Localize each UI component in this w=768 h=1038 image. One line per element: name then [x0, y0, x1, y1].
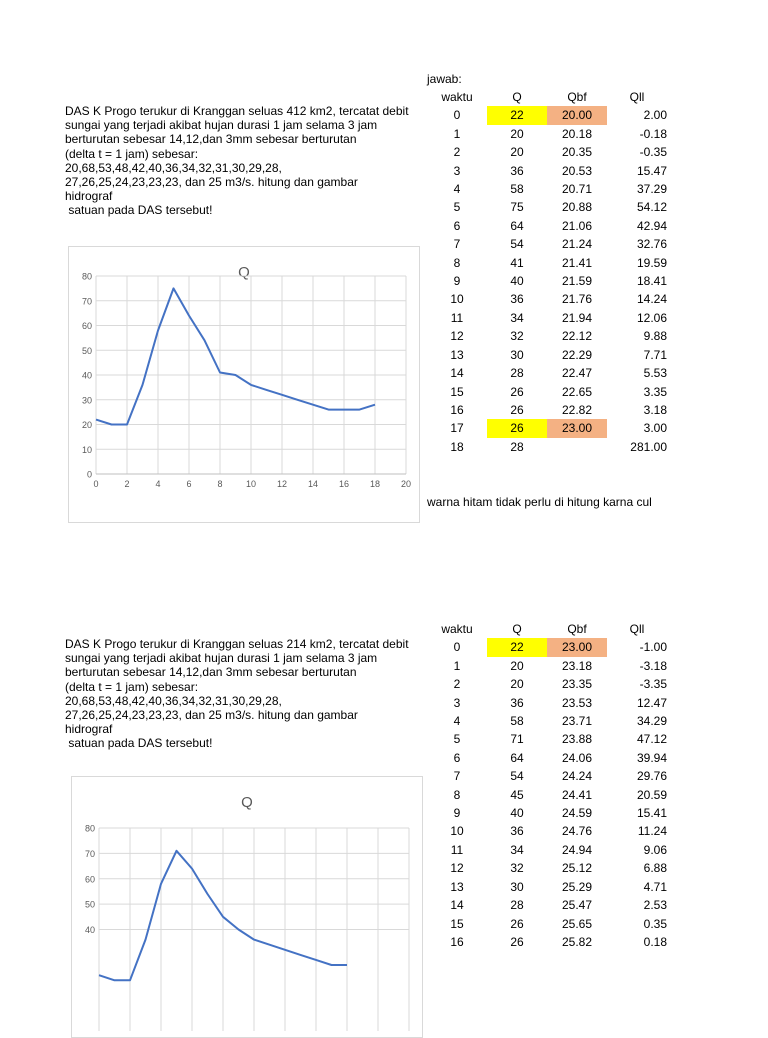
cell-waktu: 1 — [453, 658, 461, 673]
problem-line: satuan pada DAS tersebut! — [65, 736, 213, 751]
cell-waktu: 8 — [453, 255, 461, 270]
cell-qbf: 22.12 — [561, 329, 593, 344]
table-row — [427, 327, 667, 345]
cell-qbf: 20.88 — [561, 200, 593, 215]
header-qbf: Qbf — [567, 90, 587, 104]
cell-waktu: 7 — [453, 237, 461, 252]
problem-line: sungai yang terjadi akibat hujan durasi 1 jam selama 3 jam — [65, 651, 378, 666]
cell-qll: 11.24 — [637, 824, 667, 839]
cell-qbf: 23.18 — [561, 658, 593, 673]
cell-q: 32 — [510, 329, 524, 344]
cell-qll: -0.35 — [639, 145, 667, 160]
header-qbf: Qbf — [567, 622, 587, 636]
cell-waktu: 16 — [450, 402, 464, 417]
cell-qll: 7.71 — [643, 347, 667, 362]
x-tick-label: 8 — [217, 479, 223, 489]
cell-qbf: 23.00 — [547, 638, 607, 656]
y-tick-label: 80 — [81, 271, 92, 282]
cell-waktu: 4 — [453, 714, 461, 729]
problem-line: berturutan sebesar 14,12,dan 3mm sebesar berturutan — [65, 665, 357, 680]
table-row — [427, 106, 667, 124]
cell-q: 75 — [510, 200, 524, 215]
cell-qbf: 25.82 — [561, 934, 593, 949]
table-row — [427, 290, 667, 308]
table-row — [427, 822, 667, 840]
cell-q: 28 — [510, 366, 524, 381]
cell-waktu: 12 — [450, 861, 464, 876]
cell-q: 20 — [510, 658, 524, 673]
y-tick-label: 10 — [81, 444, 92, 455]
hydrograph-chart-2 — [71, 776, 423, 1038]
cell-waktu: 15 — [450, 916, 464, 931]
y-tick-label: 50 — [84, 899, 95, 910]
problem-line: (delta t = 1 jam) sebesar: — [65, 146, 199, 161]
cell-qll: 9.06 — [643, 842, 667, 857]
cell-qll: 5.53 — [643, 366, 667, 381]
table-row — [427, 272, 667, 290]
cell-qll: 0.35 — [643, 916, 667, 931]
cell-qbf: 23.71 — [561, 714, 593, 729]
cell-waktu: 3 — [453, 163, 461, 178]
x-tick-label: 14 — [307, 479, 319, 489]
y-tick-label: 20 — [81, 420, 92, 430]
y-tick-label: 70 — [84, 848, 95, 859]
chart-title: Q — [241, 794, 253, 811]
cell-waktu: 2 — [453, 145, 461, 160]
cell-q: 30 — [510, 879, 524, 894]
table-row — [427, 638, 667, 656]
cell-qbf: 22.29 — [561, 347, 593, 362]
cell-q: 20 — [510, 677, 524, 692]
cell-waktu: 5 — [453, 200, 461, 215]
cell-q: 41 — [510, 255, 524, 270]
table-row — [427, 143, 667, 161]
cell-qll: 4.71 — [643, 879, 667, 894]
y-tick-label: 60 — [81, 321, 92, 331]
table-row — [427, 235, 667, 253]
cell-qll: 15.41 — [636, 806, 667, 821]
data-table-2 — [427, 620, 667, 951]
cell-qll: 54.12 — [636, 200, 667, 215]
cell-qll: 0.18 — [643, 934, 667, 949]
series-line-q — [96, 288, 375, 424]
cell-q: 26 — [510, 402, 524, 417]
cell-waktu: 0 — [453, 108, 461, 123]
table-row — [427, 309, 667, 327]
cell-qll: 34.29 — [636, 714, 667, 729]
cell-qll: 42.94 — [636, 218, 667, 233]
cell-qll: 2.53 — [643, 898, 667, 913]
cell-qll: 3.35 — [643, 384, 667, 399]
cell-qbf: 23.35 — [561, 677, 593, 692]
cell-qll: 18.41 — [636, 274, 667, 289]
problem-line: DAS K Progo terukur di Kranggan seluas 412 km2, tercatat debit — [65, 104, 409, 118]
cell-qbf: 24.41 — [561, 787, 593, 802]
table-row — [427, 933, 667, 951]
table-row — [427, 125, 667, 143]
cell-qbf: 25.47 — [561, 898, 593, 913]
y-tick-label: 50 — [81, 345, 92, 356]
table-row — [427, 749, 667, 767]
cell-q: 40 — [510, 274, 524, 289]
cell-waktu: 14 — [450, 898, 464, 913]
cell-waktu: 11 — [450, 310, 464, 325]
problem-line: 20,68,53,48,42,40,36,34,32,31,30,29,28, — [65, 693, 282, 708]
y-tick-label: 0 — [86, 469, 92, 480]
cell-q: 64 — [510, 218, 524, 233]
problem-text-1 — [65, 104, 425, 218]
cell-waktu: 8 — [453, 787, 461, 802]
cell-q: 26 — [510, 384, 524, 399]
table-row — [427, 657, 667, 675]
cell-waktu: 13 — [450, 879, 464, 894]
cell-qbf: 23.53 — [561, 695, 593, 710]
problem-line: 27,26,25,24,23,23,23, dan 25 m3/s. hitung dan gambar — [65, 708, 358, 723]
table-row — [427, 786, 667, 804]
hydrograph-chart-1 — [68, 246, 420, 523]
x-tick-label: 18 — [369, 479, 381, 489]
cell-waktu: 3 — [453, 695, 461, 710]
cell-q: 20 — [510, 126, 524, 141]
cell-q: 32 — [510, 861, 524, 876]
cell-qll: 3.18 — [643, 402, 667, 417]
cell-q: 45 — [510, 787, 524, 802]
cell-qll: 14.24 — [636, 292, 667, 307]
cell-q: 36 — [510, 163, 524, 178]
cell-waktu: 15 — [450, 384, 464, 399]
cell-qll: -1.00 — [639, 640, 667, 655]
cell-qll: 9.88 — [643, 329, 667, 344]
cell-waktu: 1 — [453, 126, 461, 141]
problem-text-2 — [65, 637, 425, 751]
table-row — [427, 364, 667, 382]
cell-q: 36 — [510, 292, 524, 307]
cell-waktu: 7 — [453, 769, 461, 784]
cell-qll: -0.18 — [639, 126, 667, 141]
cell-qll: 37.29 — [636, 182, 667, 197]
cell-qll: 3.00 — [643, 421, 667, 436]
header-waktu: waktu — [441, 622, 473, 636]
cell-q: 30 — [510, 347, 524, 362]
x-tick-label: 0 — [93, 479, 99, 489]
cell-waktu: 12 — [450, 329, 464, 344]
cell-q: 71 — [510, 732, 524, 747]
cell-q: 36 — [510, 695, 524, 710]
table-row — [427, 896, 667, 914]
cell-waktu: 13 — [450, 347, 464, 362]
table-row — [427, 401, 667, 419]
table-row — [427, 878, 667, 896]
table-row — [427, 162, 667, 180]
problem-line: sungai yang terjadi akibat hujan durasi 1 jam selama 3 jam — [65, 118, 378, 133]
problem-line: satuan pada DAS tersebut! — [65, 203, 213, 218]
cell-qbf: 20.71 — [561, 182, 593, 197]
cell-q: 54 — [510, 237, 524, 252]
cell-qll: -3.35 — [639, 677, 667, 692]
cell-qll: 32.76 — [636, 237, 667, 252]
cell-qbf: 21.24 — [561, 237, 593, 252]
cell-q: 22 — [487, 106, 547, 124]
problem-line: DAS K Progo terukur di Kranggan seluas 214 km2, tercatat debit — [65, 637, 409, 651]
cell-qbf: 25.65 — [561, 916, 593, 931]
x-tick-label: 16 — [338, 479, 350, 489]
table-row — [427, 804, 667, 822]
cell-qll: 12.06 — [636, 310, 667, 325]
cell-qbf: 21.41 — [561, 255, 593, 270]
cell-q: 26 — [510, 916, 524, 931]
table-row — [427, 180, 667, 198]
cell-qbf: 24.06 — [561, 750, 593, 765]
table-row — [427, 217, 667, 235]
cell-qbf: 24.59 — [561, 806, 593, 821]
table-row — [427, 346, 667, 364]
header-waktu: waktu — [441, 90, 473, 104]
cell-q: 40 — [510, 806, 524, 821]
cell-qbf: 20.53 — [561, 163, 593, 178]
cell-q: 58 — [510, 714, 524, 729]
cell-waktu: 0 — [453, 640, 461, 655]
cell-qbf: 21.76 — [561, 292, 593, 307]
x-tick-label: 20 — [400, 479, 412, 489]
cell-waktu: 17 — [450, 421, 464, 436]
cell-qbf: 22.82 — [561, 402, 593, 417]
cell-q: 64 — [510, 750, 524, 765]
x-tick-label: 10 — [245, 479, 257, 489]
table-row — [427, 198, 667, 216]
table-row — [427, 712, 667, 730]
cell-qbf: 22.65 — [561, 384, 593, 399]
header-qll: Qll — [629, 90, 645, 104]
cell-waktu: 6 — [453, 750, 461, 765]
table-row — [427, 767, 667, 785]
cell-q: 26 — [510, 934, 524, 949]
header-q: Q — [512, 622, 522, 636]
cell-q: 34 — [510, 842, 524, 857]
cell-qbf: 20.00 — [547, 106, 607, 124]
cell-q: 58 — [510, 182, 524, 197]
cell-waktu: 10 — [450, 824, 464, 839]
table-row — [427, 915, 667, 933]
cell-qbf — [547, 438, 607, 456]
table-row — [427, 383, 667, 401]
table-header-row — [427, 620, 667, 638]
cell-waktu: 16 — [450, 934, 464, 949]
cell-q: 20 — [510, 145, 524, 160]
chart-title: Q — [238, 264, 250, 281]
cell-qll: 281.00 — [630, 439, 667, 454]
cell-qbf: 24.94 — [561, 842, 593, 857]
cell-qbf: 25.29 — [561, 879, 593, 894]
x-tick-label: 2 — [124, 479, 130, 489]
jawab-label: jawab: — [427, 72, 462, 86]
problem-line: berturutan sebesar 14,12,dan 3mm sebesar berturutan — [65, 132, 357, 147]
table-row — [427, 419, 667, 437]
x-tick-label: 6 — [186, 479, 192, 489]
cell-waktu: 18 — [450, 439, 464, 454]
cell-q: 28 — [510, 898, 524, 913]
cell-qbf: 21.06 — [561, 218, 593, 233]
table-row — [427, 675, 667, 693]
x-tick-label: 4 — [155, 479, 161, 489]
cell-qll: 20.59 — [636, 787, 667, 802]
cell-qll: -3.18 — [639, 658, 667, 673]
header-q: Q — [512, 90, 522, 104]
cell-q: 26 — [487, 419, 547, 437]
problem-line: hidrograf — [65, 189, 113, 204]
cell-qbf: 24.24 — [561, 769, 593, 784]
cell-waktu: 14 — [450, 366, 464, 381]
cell-qll: 15.47 — [636, 163, 667, 178]
y-tick-label: 80 — [84, 823, 95, 834]
cell-waktu: 4 — [453, 182, 461, 197]
table-row — [427, 694, 667, 712]
y-tick-label: 70 — [81, 296, 92, 307]
table-header-row — [427, 88, 667, 106]
cell-qbf: 23.88 — [561, 732, 593, 747]
y-tick-label: 30 — [81, 395, 92, 406]
cell-qbf: 23.00 — [547, 419, 607, 437]
table-row — [427, 730, 667, 748]
cell-waktu: 9 — [453, 274, 461, 289]
cell-waktu: 11 — [450, 842, 464, 857]
cell-qll: 6.88 — [643, 861, 667, 876]
note-text: warna hitam tidak perlu di hitung karna cul — [427, 495, 652, 509]
cell-qll: 19.59 — [636, 255, 667, 270]
cell-qbf: 21.94 — [561, 310, 593, 325]
cell-q: 22 — [487, 638, 547, 656]
cell-qbf: 20.18 — [561, 126, 593, 141]
table-row — [427, 254, 667, 272]
y-tick-label: 40 — [81, 370, 92, 381]
cell-qll: 2.00 — [643, 108, 667, 123]
problem-line: 27,26,25,24,23,23,23, dan 25 m3/s. hitung dan gambar — [65, 175, 358, 190]
problem-line: hidrograf — [65, 722, 113, 737]
cell-q: 28 — [510, 439, 524, 454]
cell-waktu: 2 — [453, 677, 461, 692]
x-tick-label: 12 — [276, 479, 288, 489]
data-table-1 — [427, 88, 667, 456]
problem-line: (delta t = 1 jam) sebesar: — [65, 679, 199, 694]
cell-q: 36 — [510, 824, 524, 839]
cell-qll: 39.94 — [636, 750, 667, 765]
cell-waktu: 10 — [450, 292, 464, 307]
problem-line: 20,68,53,48,42,40,36,34,32,31,30,29,28, — [65, 160, 282, 175]
cell-qbf: 20.35 — [561, 145, 593, 160]
cell-qbf: 21.59 — [561, 274, 593, 289]
cell-qll: 29.76 — [636, 769, 667, 784]
cell-qll: 47.12 — [636, 732, 667, 747]
y-tick-label: 40 — [84, 925, 95, 935]
cell-q: 54 — [510, 769, 524, 784]
table-row — [427, 438, 667, 456]
cell-qbf: 24.76 — [561, 824, 593, 839]
cell-qbf: 25.12 — [561, 861, 593, 876]
y-tick-label: 60 — [84, 874, 95, 885]
table-row — [427, 859, 667, 877]
cell-waktu: 9 — [453, 806, 461, 821]
cell-waktu: 5 — [453, 732, 461, 747]
table-row — [427, 841, 667, 859]
header-qll: Qll — [629, 622, 645, 636]
cell-waktu: 6 — [453, 218, 461, 233]
cell-q: 34 — [510, 310, 524, 325]
cell-qll: 12.47 — [636, 695, 667, 710]
cell-qbf: 22.47 — [561, 366, 593, 381]
